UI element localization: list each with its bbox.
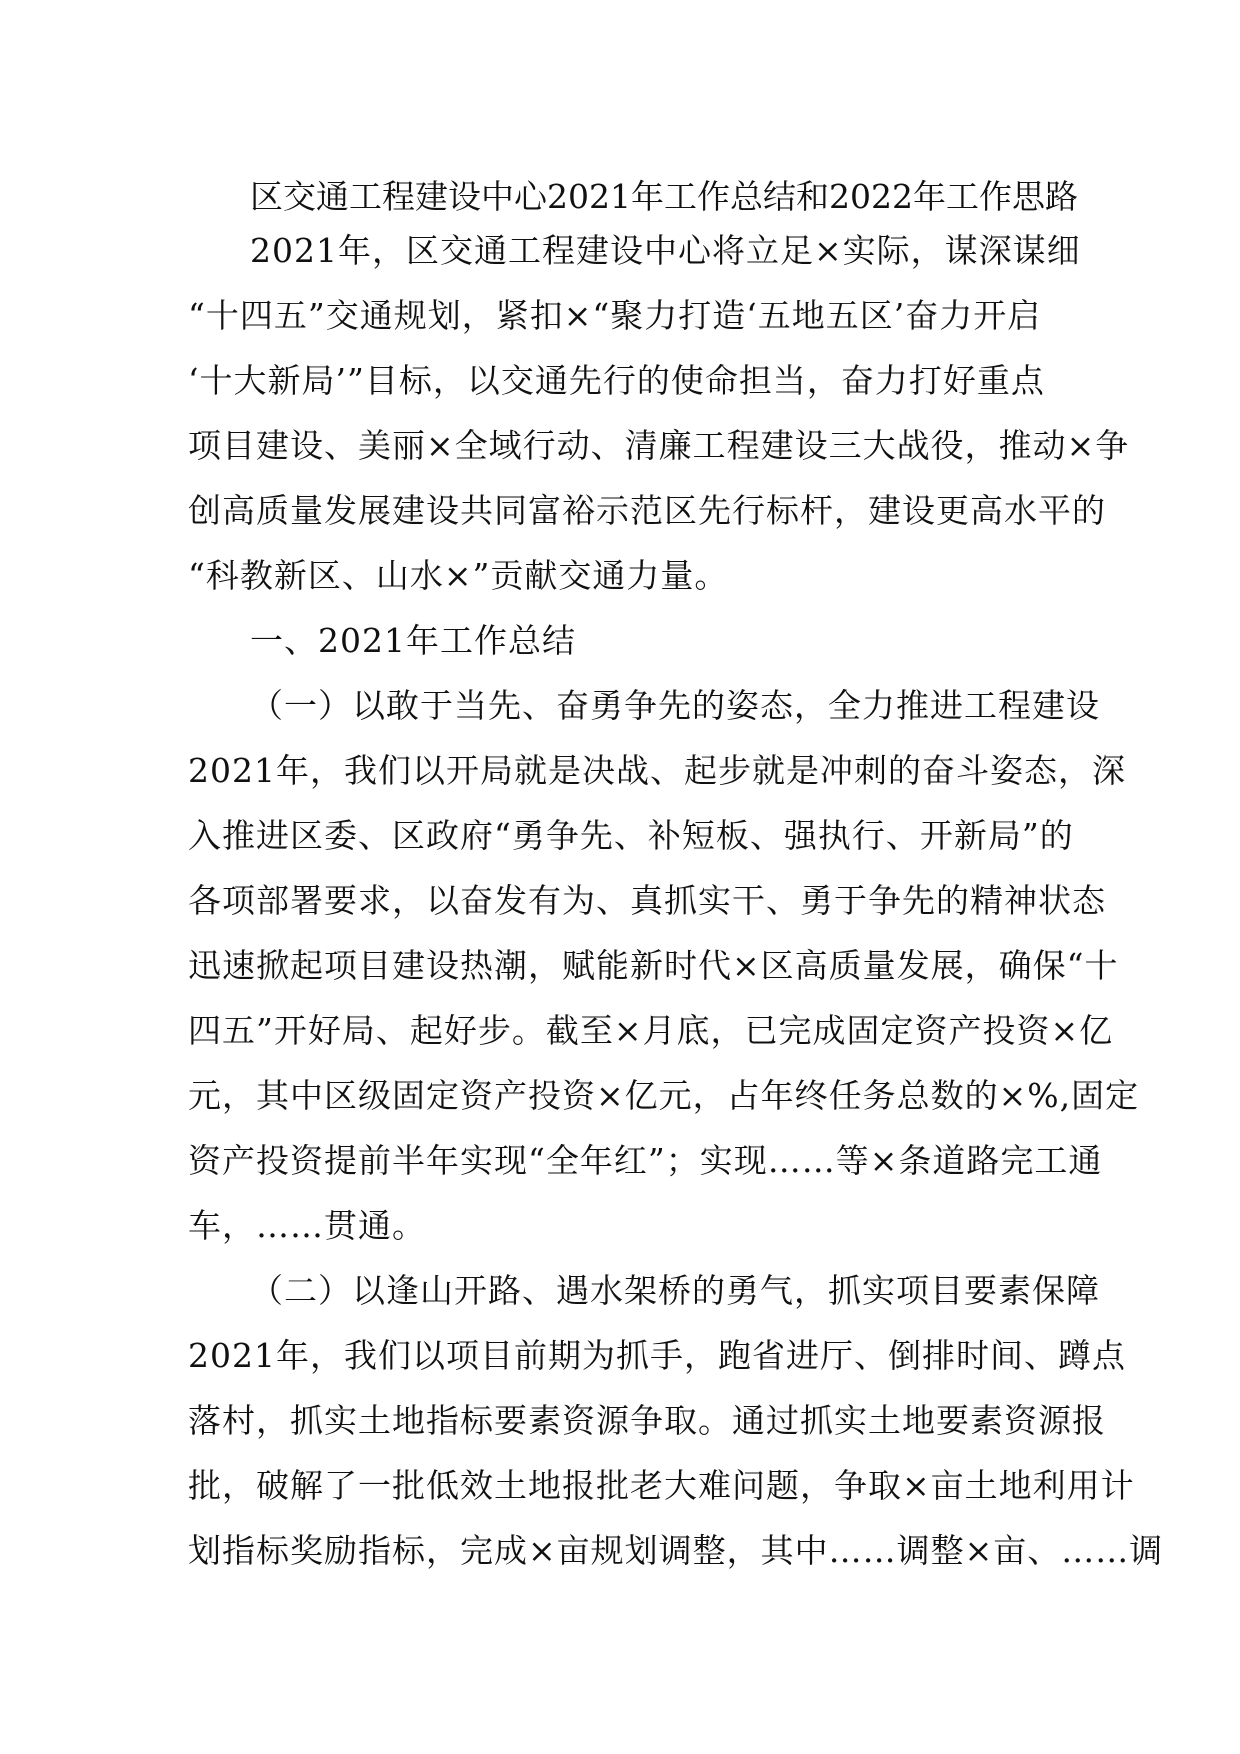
paragraph-line: 四五”开好局、起好步。截至×月底，已完成固定资产投资×亿 (188, 1011, 1114, 1050)
paragraph-line: 批，破解了一批低效土地报批老大难问题，争取×亩土地利用计 (188, 1466, 1135, 1505)
paragraph-line: 落村，抓实土地指标要素资源争取。通过抓实土地要素资源报 (188, 1401, 1106, 1440)
intro-line: 2021年，区交通工程建设中心将立足×实际，谋深谋细 (250, 231, 1081, 270)
paragraph-line: 资产投资提前半年实现“全年红”；实现……等×条道路完工通 (188, 1141, 1103, 1180)
paragraph-line: 2021年，我们以项目前期为抓手，跑省进厅、倒排时间、蹲点 (188, 1336, 1126, 1375)
intro-paragraph (188, 218, 1130, 608)
intro-line: 创高质量发展建设共同富裕示范区先行标杆，建设更高水平的 (188, 491, 1106, 530)
paragraph-line: 入推进区委、区政府“勇争先、补短板、强执行、开新局”的 (188, 816, 1074, 855)
subsection-1 (188, 673, 1140, 1258)
section-heading: 一、2021年工作总结 (250, 621, 576, 660)
subsection-heading: （二）以逢山开路、遇水架桥的勇气，抓实项目要素保障 (250, 1271, 1100, 1310)
document-title: 区交通工程建设中心2021年工作总结和2022年工作思路 (250, 177, 1078, 216)
paragraph-line: 2021年，我们以开局就是决战、起步就是冲刺的奋斗姿态，深 (188, 751, 1126, 790)
paragraph-line: 各项部署要求，以奋发有为、真抓实干、勇于争先的精神状态 (188, 881, 1106, 920)
intro-line: 项目建设、美丽×全域行动、清廉工程建设三大战役，推动×争 (188, 426, 1130, 465)
paragraph-line: 元，其中区级固定资产投资×亿元，占年终任务总数的×%,固定 (188, 1076, 1140, 1115)
paragraph-line: 车，……贯通。 (188, 1206, 426, 1245)
subsection-2 (188, 1258, 1164, 1583)
intro-line: “十四五”交通规划，紧扣×“聚力打造‘五地五区’奋力开启 (188, 296, 1042, 335)
paragraph-line: 迅速掀起项目建设热潮，赋能新时代×区高质量发展，确保“十 (188, 946, 1119, 985)
subsection-heading: （一）以敢于当先、奋勇争先的姿态，全力推进工程建设 (250, 686, 1100, 725)
section-heading-block (188, 608, 1068, 673)
intro-line: “科教新区、山水×”贡献交通力量。 (188, 556, 729, 595)
paragraph-line: 划指标奖励指标，完成×亩规划调整，其中……调整×亩、……调 (188, 1531, 1164, 1570)
intro-line: ‘十大新局’”目标，以交通先行的使命担当，奋力打好重点 (188, 361, 1045, 400)
